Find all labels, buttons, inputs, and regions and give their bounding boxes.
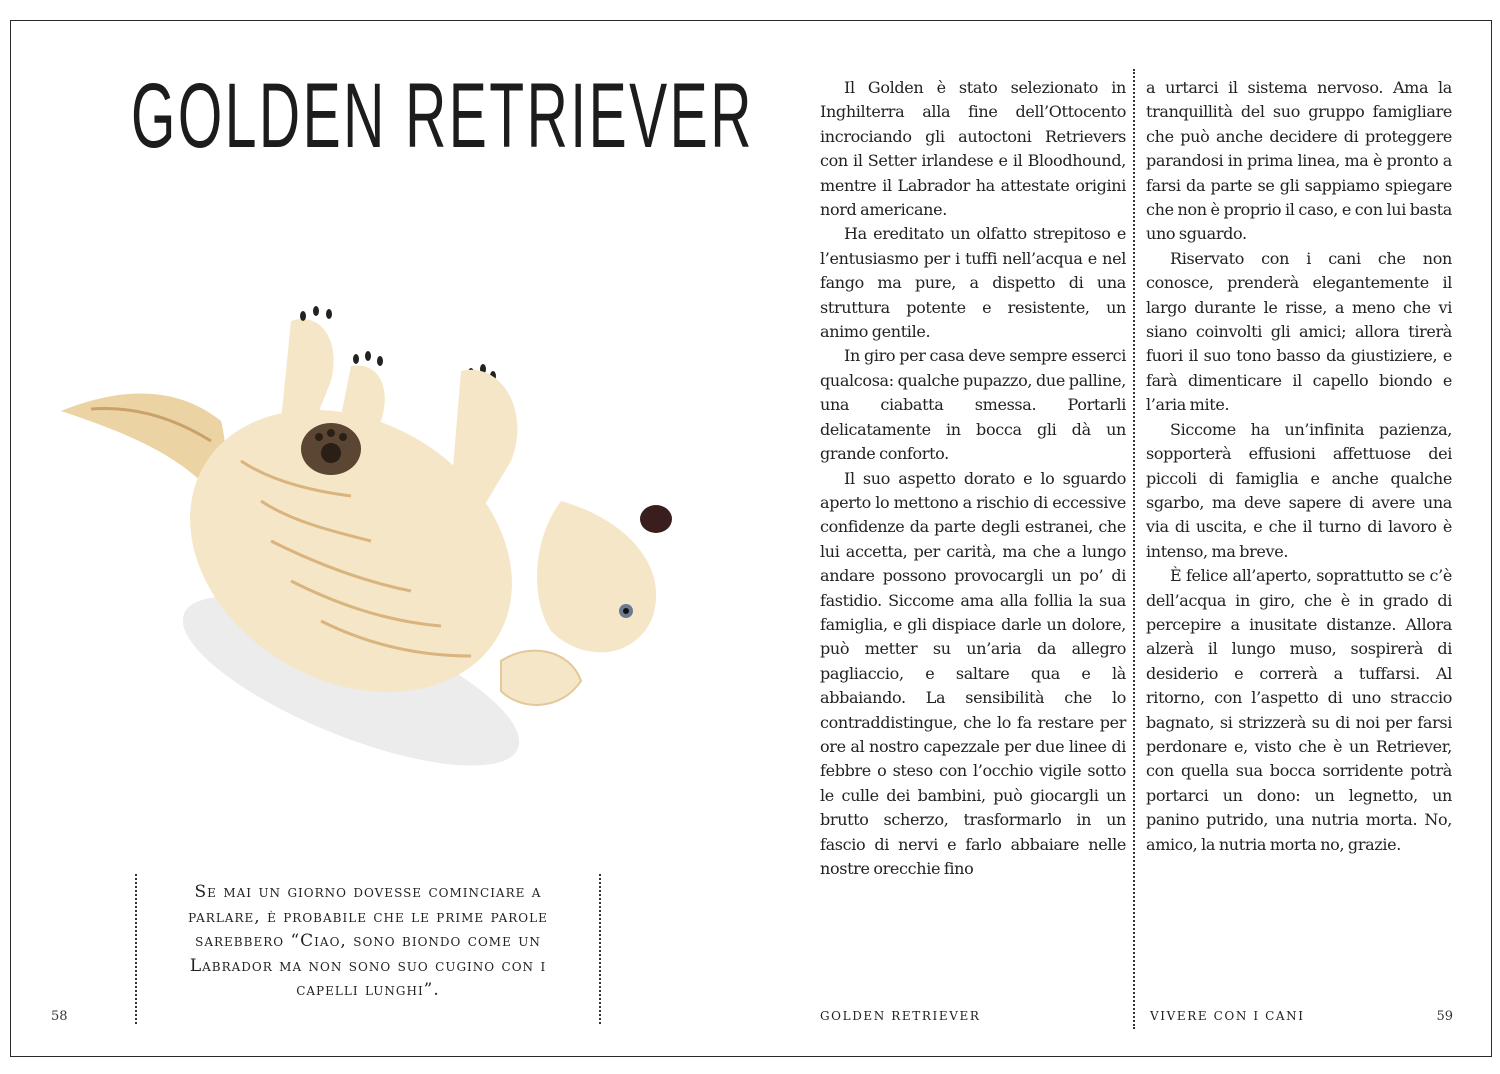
dog-ear bbox=[501, 651, 581, 705]
right-page bbox=[752, 21, 1493, 1056]
paragraph: Ha ereditato un olfatto strepitoso e l’entusiasmo per i tuffi nell’acqua e nel fango ma pure, a dispetto di una struttura potente e resistente, un animo gentile. bbox=[820, 224, 1126, 342]
dog-nose bbox=[640, 505, 672, 533]
text-column-2 bbox=[1146, 76, 1452, 857]
paragraph: È felice all’aperto, soprattutto se c’è dell’acqua in giro, che è in grado di percepire a inusitate distanze. Allora alzerà il lungo muso, sospirerà di desiderio e correrà a tuffarsi. Al ritorno, con l’aspetto di uno straccio bagnato, si strizzerà su di noi per farsi perdonare e, visto che è un Retriever, con quella sua bocca sorridente potrà portarci un dono: un legnetto, un panino putrido, una nutria morta. No, amico, la nutria morta no, grazie. bbox=[1146, 566, 1452, 854]
dog-head bbox=[537, 501, 656, 652]
paragraph: Il suo aspetto dorato e lo sguardo aperto lo mettono a rischio di eccessive confidenze da parte degli estranei, che lui accetta, per carità, ma che a lungo andare possono provocargli un po’ di fastidio. Siccome ama alla follia la sua famiglia, e gli dispiace darle un dolore, può metter su un’aria da allegro pagliaccio, e saltare qua e là abbaiando. La sensibilità che lo contraddistingue, che lo fa restare per ore al nostro capezzale per due linee di febbre o steso con l’occhio vigile sotto le culle dei bambini, può giocargli un brutto scherzo, trasformarlo in un fascio di nervi e farlo abbaiare nelle nostre orecchie fino bbox=[820, 468, 1126, 878]
running-head-left: GOLDEN RETRIEVER bbox=[820, 1009, 981, 1023]
pull-quote: Se mai un giorno dovesse cominciare a parlare, è probabile che le prime parole sarebbero “Ciao, sono biondo come un Labrador ma non sono suo cugino con i capelli lunghi”. bbox=[135, 874, 601, 1024]
left-page bbox=[11, 21, 752, 1056]
paragraph: Siccome ha un’infinita pazienza, sopporterà effusioni affettuose dei piccoli di famiglia e anche qualche sgarbo, ma deve sapere di avere una via di uscita, e che il turno di lavoro è intenso, ma breve. bbox=[1146, 419, 1452, 561]
column-divider bbox=[1133, 69, 1135, 1029]
text-column-1 bbox=[820, 76, 1126, 881]
paragraph: In giro per casa deve sempre esserci qualcosa: qualche pupazzo, due palline, una ciabatta smessa. Portarli delicatamente in bocca gli dà un grande conforto. bbox=[820, 346, 1126, 464]
paragraph: a urtarci il sistema nervoso. Ama la tranquillità del suo gruppo famigliare che può anche decidere di proteggere parandosi in prima linea, ma è pronto a farsi da parte se gli sappiamo spiegare che non è proprio il caso, e con lui basta uno sguardo. bbox=[1146, 78, 1452, 244]
golden-retriever-illustration bbox=[31, 281, 691, 801]
page-number-right: 59 bbox=[1436, 1009, 1453, 1024]
paragraph: Riservato con i cani che non conosce, prenderà elegantemente il largo durante le risse, a meno che vi siano coinvolti gli amici; allora tirerà fuori il suo tono basso da giustiziere, e farà dimenticare il capello biondo e l’aria mite. bbox=[1146, 248, 1452, 415]
page-title: GOLDEN RETRIEVER bbox=[131, 65, 754, 167]
page-number-left: 58 bbox=[51, 1009, 68, 1024]
dog-tail bbox=[61, 394, 225, 487]
front-leg bbox=[451, 370, 517, 511]
book-spread bbox=[10, 20, 1492, 1057]
paragraph: Il Golden è stato selezionato in Inghilterra alla fine dell’Ottocento incrociando gli autoctoni Retrievers con il Setter irlandese e il Bloodhound, mentre il Labrador ha attestate origini nord americane. bbox=[820, 78, 1126, 220]
running-head-right: VIVERE CON I CANI bbox=[1150, 1009, 1305, 1023]
